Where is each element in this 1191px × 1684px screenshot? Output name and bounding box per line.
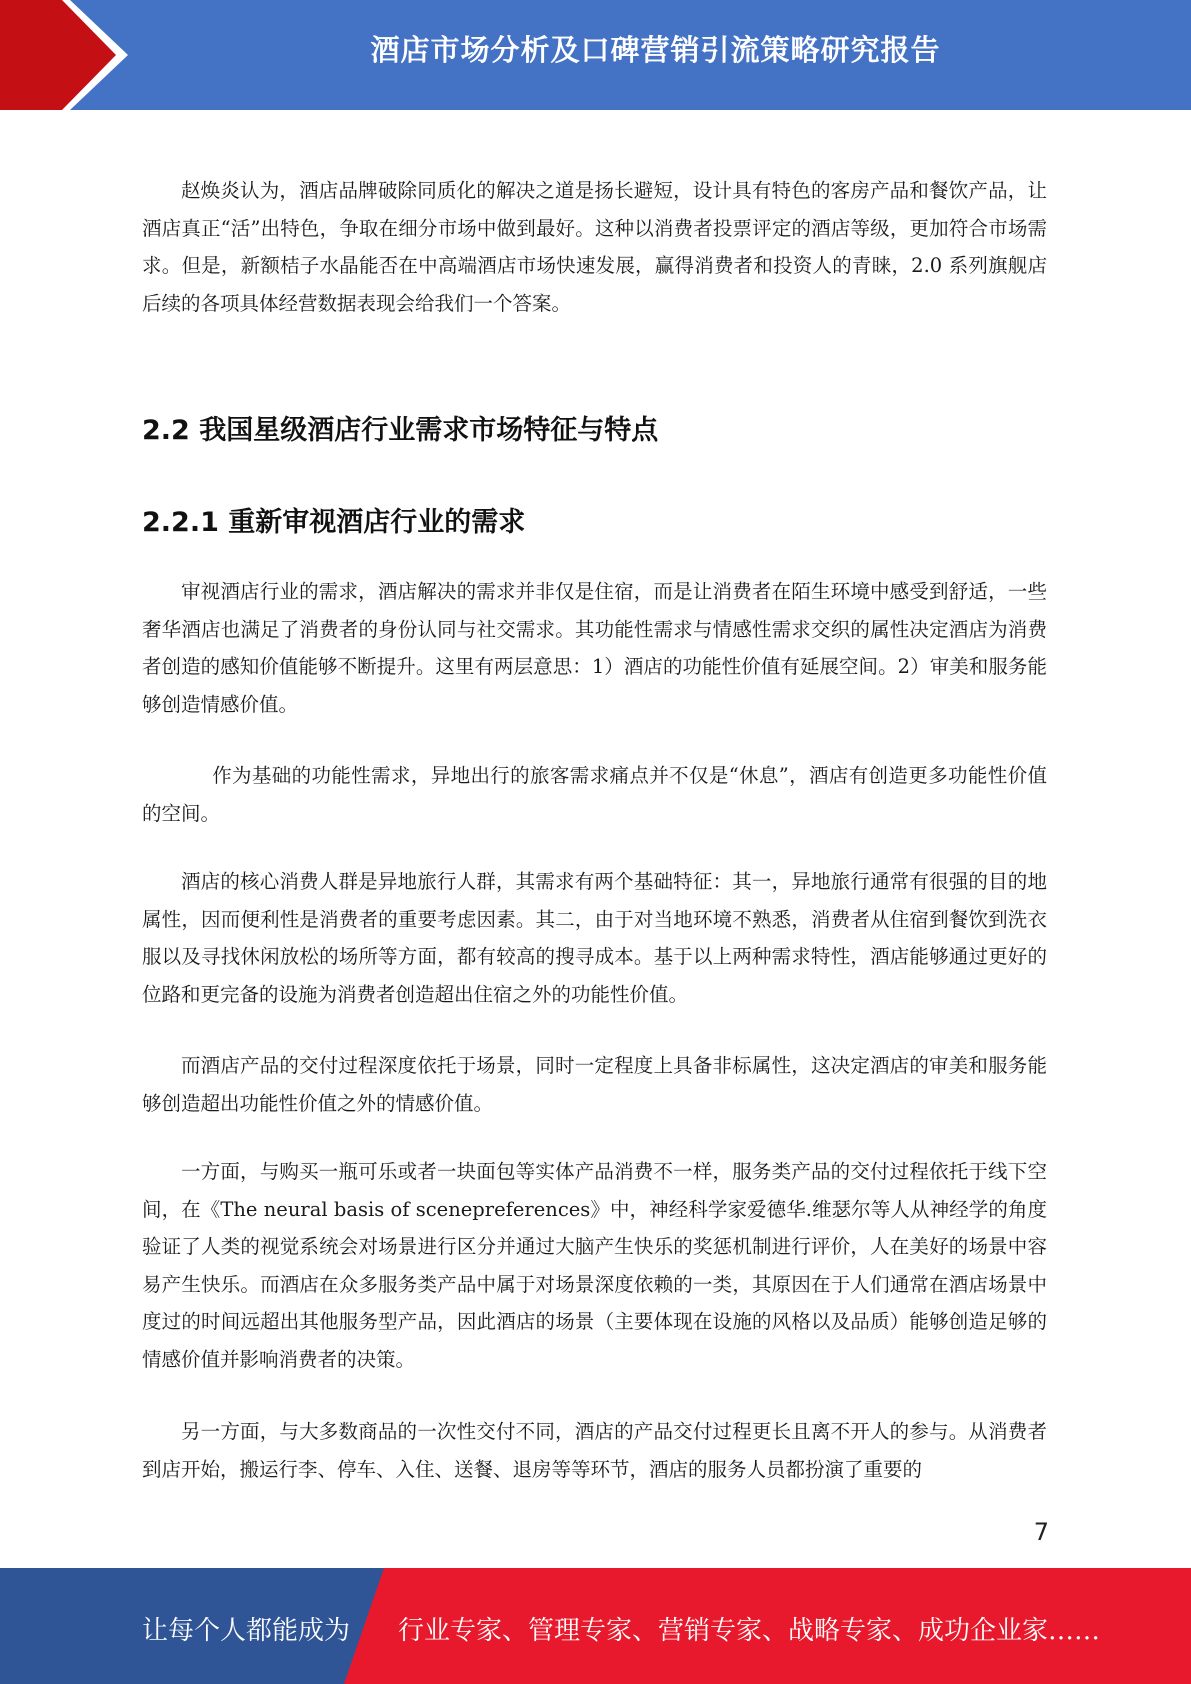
page-footer: [0, 1568, 1191, 1684]
footer-slogan-right: 行业专家、管理专家、营销专家、战略专家、成功企业家……: [398, 1616, 1101, 1646]
body-paragraph: 而酒店产品的交付过程深度依托于场景，同时一定程度上具备非标属性，这决定酒店的审美和服务能够创造超出功能性价值之外的情感价值。: [142, 1054, 1047, 1115]
header-arrow-decoration: [0, 0, 160, 110]
subsection-heading: 2.2.1 重新审视酒店行业的需求: [142, 507, 526, 538]
footer-slogan-left: 让每个人都能成为: [142, 1616, 351, 1646]
body-paragraph: 酒店的核心消费人群是异地旅行人群，其需求有两个基础特征：其一，异地旅行通常有很强的目的地属性，因而便利性是消费者的重要考虑因素。其二，由于对当地环境不熟悉，消费者从住宿到餐饮到洗衣服以及寻找休闲放松的场所等方面，都有较高的搜寻成本。基于以上两种需求特性，酒店能够通过更好的位路和更完备的设施为消费者创造超出住宿之外的功能性价值。: [142, 870, 1047, 1006]
body-paragraph: 一方面，与购买一瓶可乐或者一块面包等实体产品消费不一样，服务类产品的交付过程依托于线下空间，在《The neural basis of scenepreferences》中，神经科学家爱德华.维瑟尔等人从神经学的角度验证了人类的视觉系统会对场景进行区分并通过大脑产生快乐的奖惩机制进行评价，人在美好的场景中容易产生快乐。而酒店在众多服务类产品中属于对场景深度依赖的一类，其原因在于人们通常在酒店场景中度过的时间远超出其他服务型产品，因此酒店的场景（主要体现在设施的风格以及品质）能够创造足够的情感价值并影响消费者的决策。: [142, 1160, 1047, 1371]
body-paragraph: 审视酒店行业的需求，酒店解决的需求并非仅是住宿，而是让消费者在陌生环境中感受到舒适，一些奢华酒店也满足了消费者的身份认同与社交需求。其功能性需求与情感性需求交织的属性决定酒店为消费者创造的感知价值能够不断提升。这里有两层意思：1）酒店的功能性价值有延展空间。2）审美和服务能够创造情感价值。: [142, 580, 1047, 716]
body-paragraph: 赵焕炎认为，酒店品牌破除同质化的解决之道是扬长避短，设计具有特色的客房产品和餐饮产品，让酒店真正“活”出特色，争取在细分市场中做到最好。这种以消费者投票评定的酒店等级，更加符合市场需求。但是，新额桔子水晶能否在中高端酒店市场快速发展，赢得消费者和投资人的青睐，2.0 系列旗舰店后续的各项具体经营数据表现会给我们一个答案。: [142, 179, 1047, 315]
body-paragraph: 作为基础的功能性需求，异地出行的旅客需求痛点并不仅是“休息”，酒店有创造更多功能性价值的空间。: [142, 764, 1047, 825]
body-paragraph: 另一方面，与大多数商品的一次性交付不同，酒店的产品交付过程更长且离不开人的参与。从消费者到店开始，搬运行李、停车、入住、送餐、退房等等环节，酒店的服务人员都扮演了重要的: [142, 1420, 1047, 1481]
report-title: 酒店市场分析及口碑营销引流策略研究报告: [370, 33, 941, 67]
page-number: 7: [1033, 1518, 1049, 1546]
section-heading: 2.2 我国星级酒店行业需求市场特征与特点: [142, 415, 659, 446]
page-header: [0, 0, 1191, 110]
